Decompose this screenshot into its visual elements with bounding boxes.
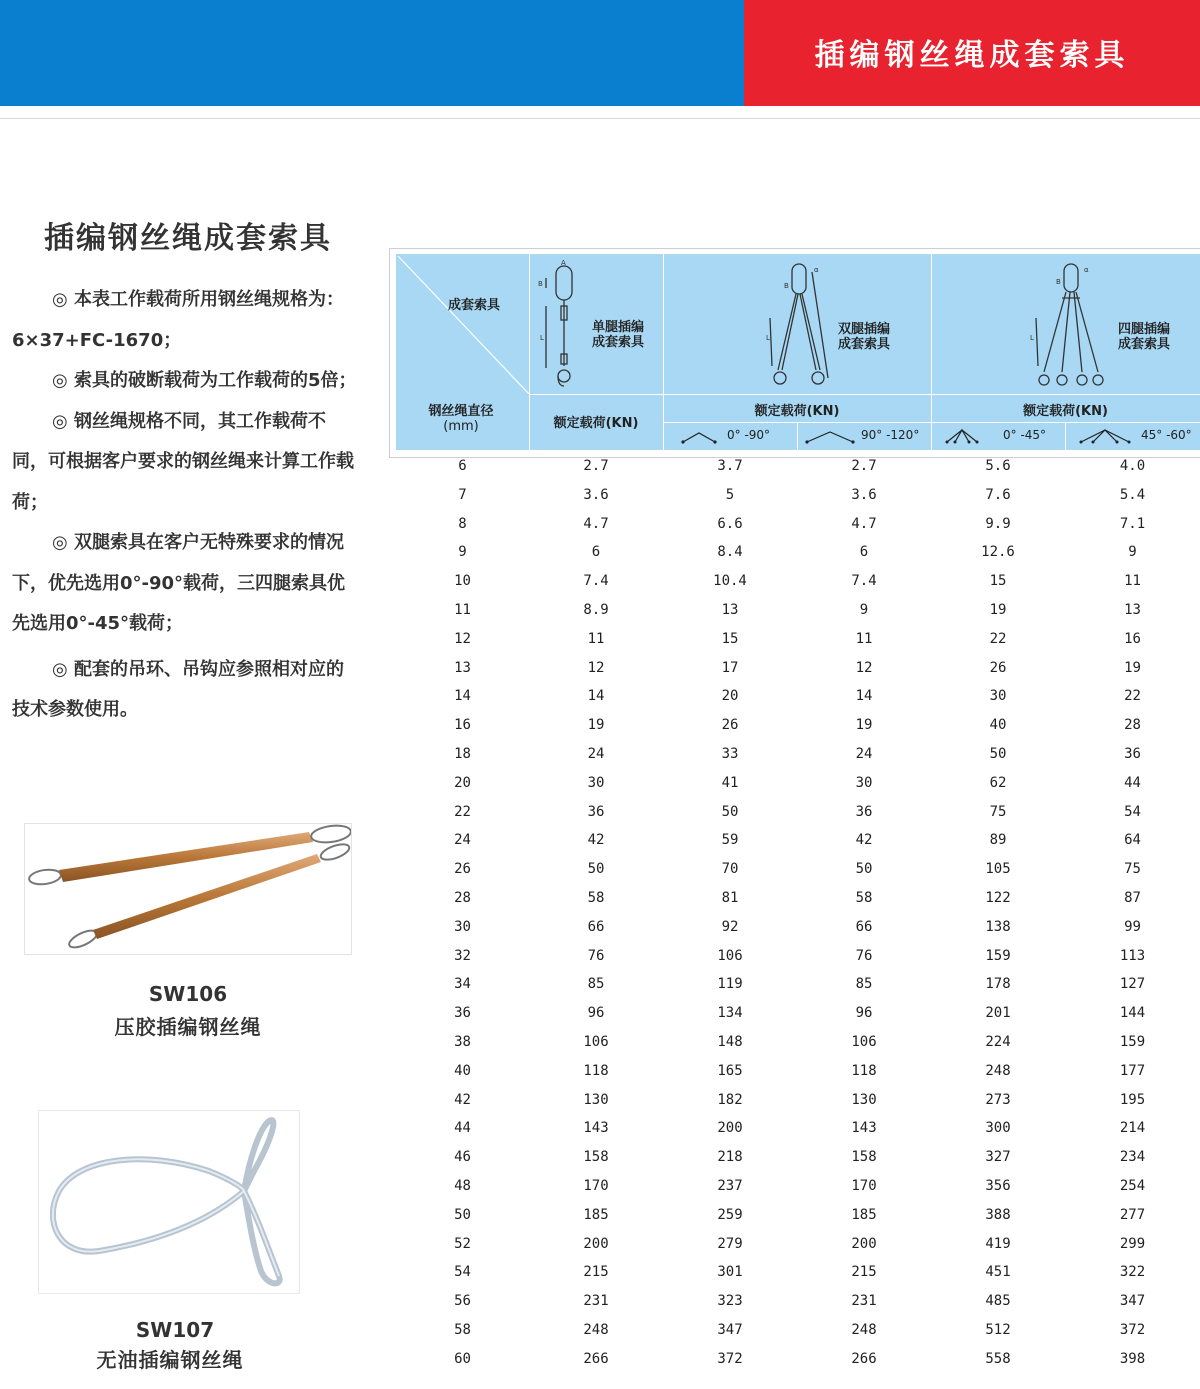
table-cell: 10.4 [713, 573, 747, 590]
table-cell: 231 [851, 1293, 877, 1310]
table-cell: 17 [721, 659, 739, 676]
svg-text:B: B [784, 282, 789, 290]
table-cell: 14 [587, 688, 605, 705]
table-cell: 44 [1124, 774, 1141, 791]
table-cell: 92 [721, 918, 739, 935]
angle-header-0-90: 0° -90° [663, 424, 797, 448]
table-cell: 60 [454, 1350, 471, 1367]
table-cell: 24 [454, 832, 471, 849]
table-cell: 50 [989, 746, 1007, 762]
table-cell: 9.9 [985, 515, 1011, 532]
table-row [396, 769, 1200, 798]
table-cell: 127 [1119, 976, 1146, 993]
table-cell: 14 [454, 688, 471, 705]
table-cell: 130 [851, 1091, 877, 1108]
table-cell: 372 [717, 1350, 743, 1367]
table-cell: 50 [721, 803, 739, 820]
table-cell: 122 [985, 890, 1011, 906]
table-cell: 106 [851, 1034, 877, 1050]
table-cell: 13 [1124, 602, 1141, 618]
table-cell: 99 [1124, 918, 1141, 935]
table-cell: 42 [855, 832, 873, 849]
table-cell: 30 [855, 774, 873, 791]
table-row [396, 1114, 1200, 1143]
table-cell: 16 [1124, 630, 1141, 647]
banner-title: 插编钢丝绳成套索具 [814, 38, 1130, 73]
table-row [396, 1287, 1200, 1316]
table-cell: 248 [851, 1322, 877, 1338]
table-cell: 26 [454, 861, 471, 878]
table-cell: 54 [1124, 803, 1141, 820]
corner-label-sling: 成套索具 [448, 298, 501, 313]
table-cell: 6 [859, 544, 869, 561]
svg-text:L: L [766, 334, 770, 342]
table-cell: 58 [855, 890, 873, 906]
table-cell: 20 [454, 774, 471, 791]
angle-header-90-120: 90° -120° [797, 424, 931, 448]
table-cell: 9 [1128, 544, 1137, 561]
table-cell: 50 [855, 861, 873, 878]
table-cell: 224 [985, 1034, 1011, 1050]
table-cell: 58 [587, 890, 605, 906]
table-cell: 182 [717, 1091, 743, 1108]
table-row [396, 1028, 1200, 1057]
note-item: ◎ 双腿索具在客户无特殊要求的情况下，优先选用0°-90°载荷，三四腿索具优先选用0°-45°载荷； [12, 532, 346, 634]
four-leg-sling-icon [1028, 258, 1108, 392]
table-cell: 19 [989, 602, 1007, 618]
table-cell: 16 [454, 717, 471, 734]
table-cell: 22 [989, 630, 1007, 647]
note-item: ◎ 配套的吊环、吊钩应参照相对应的技术参数使用。 [12, 658, 344, 720]
table-cell: 56 [454, 1293, 471, 1310]
table-cell: 41 [721, 774, 739, 791]
table-cell: 200 [851, 1235, 877, 1252]
table-cell: 12 [454, 630, 471, 647]
table-row [396, 999, 1200, 1028]
table-cell: 4.7 [851, 515, 877, 532]
svg-text:L: L [1030, 334, 1034, 342]
table-cell: 19 [855, 717, 873, 734]
table-cell: 322 [1119, 1264, 1146, 1281]
table-cell: 13 [721, 602, 739, 618]
table-cell: 138 [985, 918, 1011, 935]
table-cell: 144 [1119, 1005, 1146, 1022]
table-cell: 6 [458, 458, 467, 474]
table-cell: 451 [985, 1264, 1011, 1281]
table-cell: 254 [1119, 1178, 1146, 1194]
table-cell: 214 [1119, 1120, 1146, 1137]
table-row [396, 510, 1200, 539]
table-cell: 178 [985, 976, 1011, 993]
table-cell: 46 [454, 1149, 471, 1166]
table-cell: 8 [458, 515, 467, 532]
table-cell: 26 [989, 659, 1007, 676]
svg-text:B: B [538, 280, 543, 288]
table-cell: 36 [1124, 746, 1141, 762]
load-header-single: 额定载荷(KN) [553, 416, 639, 431]
table-cell: 9 [458, 544, 467, 561]
table-row [396, 1258, 1200, 1287]
table-cell: 15 [989, 573, 1007, 590]
table-cell: 215 [851, 1264, 877, 1281]
table-cell: 66 [587, 918, 605, 935]
table-cell: 50 [454, 1206, 471, 1223]
table-cell: 28 [454, 890, 471, 906]
table-cell: 200 [583, 1235, 609, 1252]
table-cell: 9 [859, 602, 869, 618]
table-cell: 76 [855, 947, 873, 964]
table-cell: 558 [985, 1350, 1011, 1367]
grid-line [529, 394, 1200, 395]
table-cell: 36 [587, 803, 605, 820]
table-cell: 75 [1124, 861, 1141, 878]
table-cell: 7 [458, 486, 467, 503]
table-cell: 185 [583, 1206, 609, 1223]
table-cell: 372 [1119, 1322, 1146, 1338]
table-cell: 62 [989, 774, 1007, 791]
table-cell: 347 [717, 1322, 743, 1338]
table-cell: 32 [454, 947, 471, 964]
table-cell: 26 [721, 717, 739, 734]
table-cell: 44 [454, 1120, 471, 1137]
table-cell: 24 [855, 746, 873, 762]
note-item: ◎ 本表工作载荷所用钢丝绳规格为：6×37+FC-1670； [12, 289, 344, 351]
table-cell: 96 [587, 1005, 605, 1022]
table-cell: 34 [454, 976, 471, 993]
table-cell: 273 [985, 1091, 1011, 1108]
table-cell: 185 [851, 1206, 877, 1223]
table-cell: 36 [855, 803, 873, 820]
table-cell: 54 [454, 1264, 471, 1281]
grid-line [663, 254, 664, 450]
table-cell: 106 [717, 947, 743, 964]
table-cell: 301 [717, 1264, 743, 1281]
angle-0-45-icon [945, 428, 979, 444]
header-divider [0, 118, 1200, 119]
table-cell: 76 [587, 947, 605, 964]
table-cell: 485 [985, 1293, 1011, 1310]
table-cell: 195 [1119, 1091, 1146, 1108]
table-row [396, 538, 1200, 567]
table-cell: 22 [454, 803, 471, 820]
table-cell: 105 [985, 861, 1011, 878]
table-cell: 3.6 [851, 486, 877, 503]
table-cell: 143 [583, 1120, 609, 1137]
table-row [396, 1201, 1200, 1230]
table-cell: 28 [1124, 717, 1141, 734]
table-cell: 130 [583, 1091, 609, 1108]
table-row [396, 1143, 1200, 1172]
table-row [396, 1316, 1200, 1345]
table-cell: 215 [583, 1264, 609, 1281]
single-leg-label: 单腿插编 成套索具 [591, 320, 644, 350]
svg-text:A: A [561, 259, 566, 267]
table-row [396, 798, 1200, 827]
table-cell: 106 [583, 1034, 609, 1050]
table-cell: 12.6 [981, 544, 1015, 561]
table-cell: 165 [717, 1062, 743, 1079]
table-row [396, 913, 1200, 942]
table-header [396, 254, 1200, 450]
table-row [396, 740, 1200, 769]
table-cell: 11 [454, 602, 471, 618]
table-cell: 40 [989, 717, 1007, 734]
table-cell: 118 [583, 1062, 609, 1079]
table-cell: 70 [721, 861, 739, 878]
table-cell: 52 [454, 1235, 471, 1252]
table-row [396, 682, 1200, 711]
notes-list [12, 280, 357, 731]
table-row [396, 1172, 1200, 1201]
table-cell: 24 [587, 746, 605, 762]
load-header-four: 额定载荷(KN) [1023, 404, 1108, 419]
table-cell: 323 [717, 1293, 743, 1310]
table-cell: 10 [454, 573, 471, 590]
table-cell: 201 [985, 1005, 1011, 1022]
table-cell: 113 [1119, 947, 1146, 964]
table-cell: 85 [587, 976, 605, 993]
table-cell: 148 [717, 1034, 743, 1050]
table-cell: 159 [1119, 1034, 1146, 1050]
table-cell: 3.6 [583, 486, 609, 503]
table-row [396, 452, 1200, 481]
table-cell: 8.4 [717, 544, 743, 561]
table-cell: 170 [583, 1178, 609, 1194]
table-cell: 5.6 [985, 458, 1011, 474]
table-cell: 11 [855, 630, 873, 647]
table-cell: 512 [985, 1322, 1011, 1338]
table-cell: 3.7 [717, 458, 743, 474]
table-row [396, 481, 1200, 510]
table-cell: 38 [454, 1034, 471, 1050]
table-cell: 2.7 [851, 458, 877, 474]
table-cell: 266 [851, 1350, 877, 1367]
table-cell: 15 [721, 630, 739, 647]
table-cell: 356 [985, 1178, 1011, 1194]
table-cell: 40 [454, 1062, 471, 1079]
table-cell: 42 [454, 1091, 471, 1108]
product-name-sw107: 无油插编钢丝绳 [96, 1348, 244, 1372]
note-item: ◎ 索具的破断载荷为工作载荷的5倍； [52, 370, 357, 391]
table-cell: 234 [1119, 1149, 1146, 1166]
load-header-double: 额定载荷(KN) [754, 404, 840, 419]
table-row [396, 1345, 1200, 1374]
corner-label-diameter: 钢丝绳直径 (mm) [428, 404, 494, 434]
table-cell: 96 [855, 1005, 873, 1022]
table-cell: 64 [1124, 832, 1141, 849]
svg-text:L: L [540, 334, 544, 342]
product-photo-sw106 [24, 823, 352, 955]
table-cell: 87 [1124, 890, 1141, 906]
table-cell: 170 [851, 1178, 877, 1194]
table-cell: 30 [989, 688, 1007, 705]
table-cell: 231 [583, 1293, 609, 1310]
product-model-sw106: SW106 [148, 982, 228, 1006]
table-cell: 42 [587, 832, 605, 849]
table-cell: 248 [985, 1062, 1011, 1079]
table-cell: 7.4 [851, 573, 877, 590]
table-cell: 118 [851, 1062, 877, 1079]
table-cell: 237 [717, 1178, 743, 1194]
table-cell: 5.4 [1119, 486, 1146, 503]
table-cell: 30 [587, 774, 605, 791]
table-cell: 347 [1119, 1293, 1146, 1310]
table-cell: 398 [1119, 1350, 1146, 1367]
table-cell: 20 [721, 688, 739, 705]
table-cell: 143 [851, 1120, 877, 1137]
table-cell: 277 [1119, 1206, 1146, 1223]
svg-text:α: α [814, 266, 819, 274]
table-cell: 11 [587, 630, 605, 647]
table-cell: 7.6 [985, 486, 1011, 503]
table-row [396, 942, 1200, 971]
table-cell: 4.0 [1119, 458, 1146, 474]
table-row [396, 1230, 1200, 1259]
table-cell: 248 [583, 1322, 609, 1338]
table-cell: 279 [717, 1235, 743, 1252]
svg-text:α: α [1084, 266, 1089, 274]
table-cell: 33 [721, 746, 739, 762]
double-leg-label: 双腿插编 成套索具 [837, 322, 890, 352]
header-banner-blue [0, 0, 744, 106]
table-cell: 12 [855, 659, 873, 676]
table-cell: 89 [989, 832, 1007, 849]
table-row [396, 654, 1200, 683]
table-cell: 75 [989, 803, 1007, 820]
grid-line [663, 422, 1200, 423]
table-cell: 36 [454, 1005, 471, 1022]
table-cell: 327 [985, 1149, 1011, 1166]
table-row [396, 884, 1200, 913]
table-cell: 48 [454, 1178, 471, 1194]
table-cell: 66 [855, 918, 873, 935]
angle-header-0-45: 0° -45° [931, 424, 1065, 448]
table-cell: 59 [721, 832, 739, 849]
table-cell: 134 [717, 1005, 743, 1022]
table-cell: 12 [587, 659, 605, 676]
table-cell: 7.1 [1119, 515, 1146, 532]
table-cell: 158 [583, 1149, 609, 1166]
table-cell: 6 [591, 544, 601, 561]
svg-text:B: B [1056, 278, 1061, 286]
table-cell: 159 [985, 947, 1011, 964]
grid-line [931, 254, 932, 450]
table-cell: 19 [587, 717, 605, 734]
double-leg-sling-icon [764, 258, 834, 392]
table-cell: 266 [583, 1350, 609, 1367]
table-cell: 22 [1124, 688, 1141, 705]
table-cell: 5 [725, 486, 735, 503]
table-cell: 58 [454, 1322, 471, 1338]
table-row [396, 711, 1200, 740]
table-row [396, 826, 1200, 855]
table-cell: 119 [717, 976, 743, 993]
table-cell: 13 [454, 659, 471, 676]
table-cell: 6.6 [717, 515, 743, 532]
table-cell: 259 [717, 1206, 743, 1223]
table-cell: 158 [851, 1149, 877, 1166]
table-cell: 81 [721, 890, 739, 906]
angle-45-60-icon [1079, 428, 1131, 444]
table-cell: 388 [985, 1206, 1011, 1223]
four-leg-label: 四腿插编 成套索具 [1117, 322, 1170, 352]
table-cell: 299 [1119, 1235, 1146, 1252]
table-row [396, 625, 1200, 654]
page-title: 插编钢丝绳成套索具 [44, 221, 332, 256]
table-row [396, 970, 1200, 999]
table-cell: 19 [1124, 659, 1141, 676]
table-cell: 200 [717, 1120, 743, 1137]
table-row [396, 1057, 1200, 1086]
angle-0-90-icon [681, 430, 717, 444]
table-cell: 14 [855, 688, 873, 705]
product-model-sw107: SW107 [135, 1318, 215, 1342]
table-cell: 11 [1124, 573, 1141, 590]
table-cell: 7.4 [583, 573, 609, 590]
product-photo-sw107 [38, 1110, 300, 1294]
table-row [396, 567, 1200, 596]
product-name-sw106: 压胶插编钢丝绳 [114, 1015, 262, 1039]
table-cell: 18 [454, 746, 471, 762]
table-cell: 50 [587, 861, 605, 878]
table-cell: 30 [454, 918, 471, 935]
angle-90-120-icon [805, 430, 855, 444]
table-row [396, 1086, 1200, 1115]
table-cell: 419 [985, 1235, 1011, 1252]
table-cell: 4.7 [583, 515, 609, 532]
table-cell: 2.7 [583, 458, 609, 474]
angle-header-45-60: 45° -60° [1065, 424, 1200, 448]
note-item: ◎ 钢丝绳规格不同，其工作载荷不同，可根据客户要求的钢丝绳来计算工作载荷； [12, 410, 354, 513]
table-cell: 177 [1119, 1062, 1146, 1079]
table-cell: 300 [985, 1120, 1011, 1137]
table-cell: 218 [717, 1149, 743, 1166]
table-row [396, 596, 1200, 625]
table-cell: 8.9 [583, 602, 609, 618]
table-row [396, 855, 1200, 884]
table-cell: 85 [855, 976, 873, 993]
